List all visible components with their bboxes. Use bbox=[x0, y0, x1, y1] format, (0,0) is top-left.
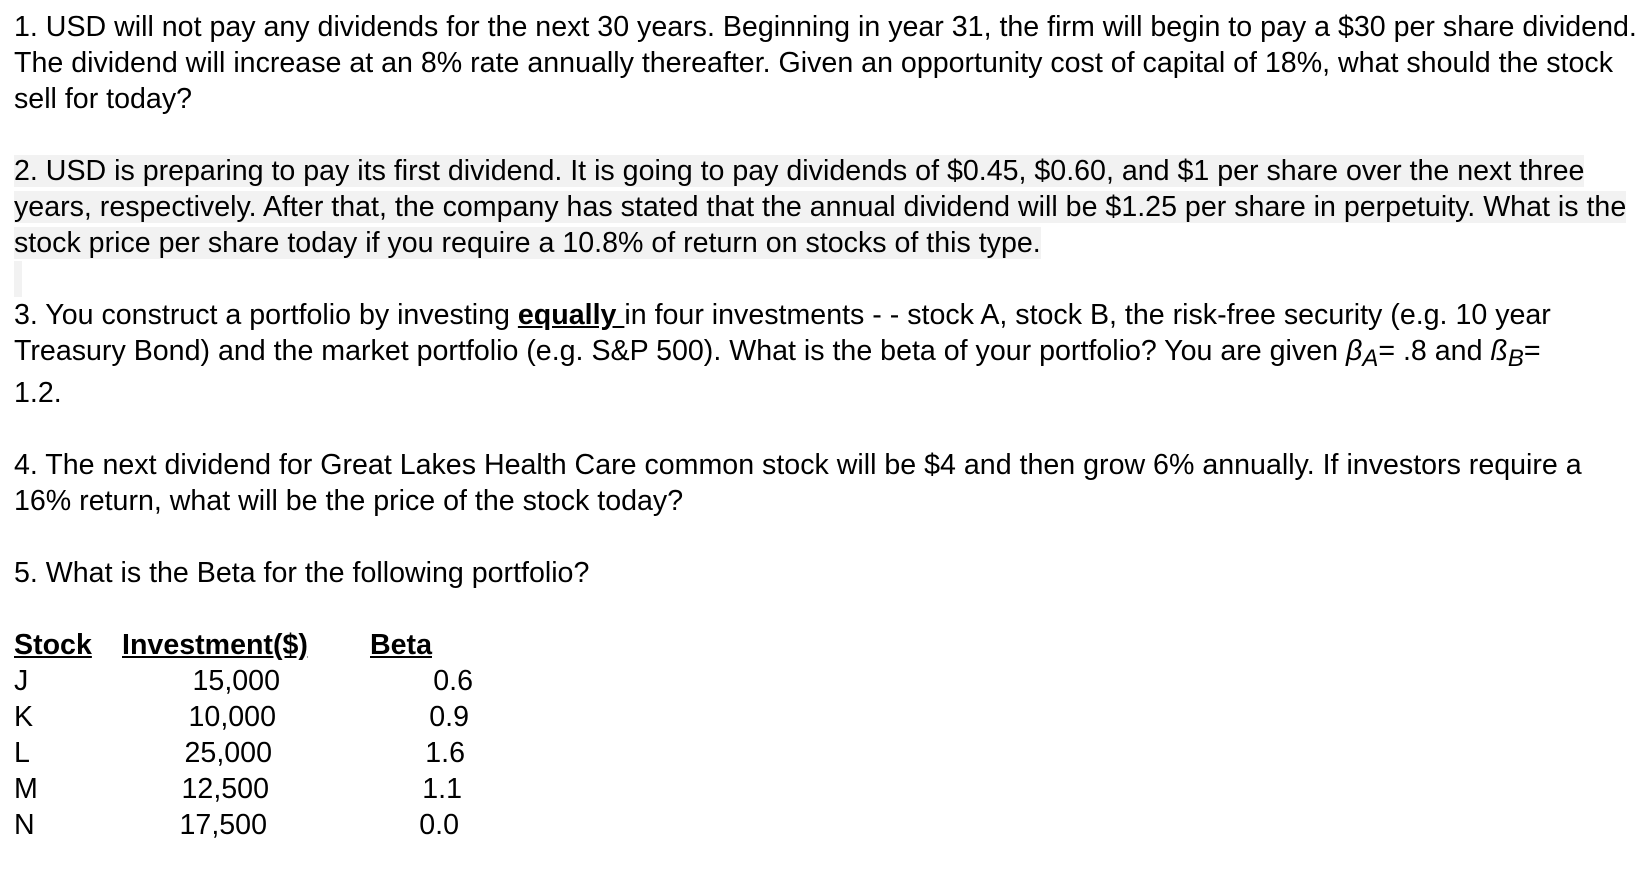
beta-b-value: = bbox=[1523, 335, 1541, 367]
beta-cell: 0.9 bbox=[429, 701, 469, 733]
stock-cell: K bbox=[14, 701, 34, 733]
question-3 bbox=[14, 297, 1638, 411]
stock-cell: M bbox=[14, 773, 38, 805]
beta-a-subscript: A bbox=[1362, 345, 1379, 372]
beta-b-number: 1.2. bbox=[14, 377, 62, 409]
beta-a-value: = .8 and bbox=[1378, 335, 1491, 367]
table-row bbox=[14, 735, 490, 771]
investment-cell: 12,500 bbox=[181, 773, 269, 805]
question-3-part-2: in four investments - - stock A, stock B, the risk-free security (e.g. 10 year Treasury Bond) and the market portfolio (e.g. S&P 500). What is the beta of your portfolio? You are given bbox=[14, 299, 1551, 367]
header-stock: Stock bbox=[14, 629, 92, 661]
beta-cell: 0.0 bbox=[419, 809, 459, 841]
table-row bbox=[14, 807, 490, 843]
beta-cell: 0.6 bbox=[433, 665, 473, 697]
investment-cell: 17,500 bbox=[179, 809, 267, 841]
header-investment: Investment($) bbox=[122, 629, 308, 661]
question-3-part-1: 3. You construct a portfolio by investing bbox=[14, 299, 518, 331]
table-row bbox=[14, 699, 490, 735]
problem-sheet bbox=[14, 9, 1638, 843]
portfolio-table bbox=[14, 627, 490, 843]
question-5: 5. What is the Beta for the following portfolio? bbox=[14, 557, 590, 589]
beta-cell: 1.6 bbox=[425, 737, 465, 769]
question-1: 1. USD will not pay any dividends for the next 30 years. Beginning in year 31, the firm will begin to pay a $30 per share dividend. The dividend will increase at an 8% rate annually thereafter. Given an opportunity cost of capital of 18%, what should the stock sell for today? bbox=[14, 11, 1637, 115]
beta-b-symbol: ß bbox=[1490, 335, 1508, 367]
investment-cell: 10,000 bbox=[188, 701, 276, 733]
beta-b-subscript: B bbox=[1507, 345, 1524, 372]
header-beta: Beta bbox=[370, 629, 432, 661]
investment-cell: 25,000 bbox=[184, 737, 272, 769]
stock-cell: L bbox=[14, 737, 30, 769]
highlight-strip bbox=[14, 261, 22, 297]
question-3-emphasis: equally bbox=[517, 299, 625, 331]
table-row bbox=[14, 771, 490, 807]
beta-cell: 1.1 bbox=[422, 773, 462, 805]
question-2-block bbox=[14, 153, 1638, 261]
investment-cell: 15,000 bbox=[192, 665, 280, 697]
stock-cell: J bbox=[14, 665, 29, 697]
stock-cell: N bbox=[14, 809, 35, 841]
question-4: 4. The next dividend for Great Lakes Health Care common stock will be $4 and then grow 6% annually. If investors require a 16% return, what will be the price of the stock today? bbox=[14, 449, 1582, 517]
question-2: 2. USD is preparing to pay its first dividend. It is going to pay dividends of $0.45, $0.60, and $1 per share over the next three years, respectively. After that, the company has stated that the annual dividend will be $1.25 per share in perpetuity. What is the stock price per share today if you require a 10.8% of return on stocks of this type. bbox=[14, 155, 1627, 259]
table-header-row bbox=[14, 627, 490, 663]
table-row bbox=[14, 663, 490, 699]
beta-a-symbol: β bbox=[1345, 335, 1363, 367]
